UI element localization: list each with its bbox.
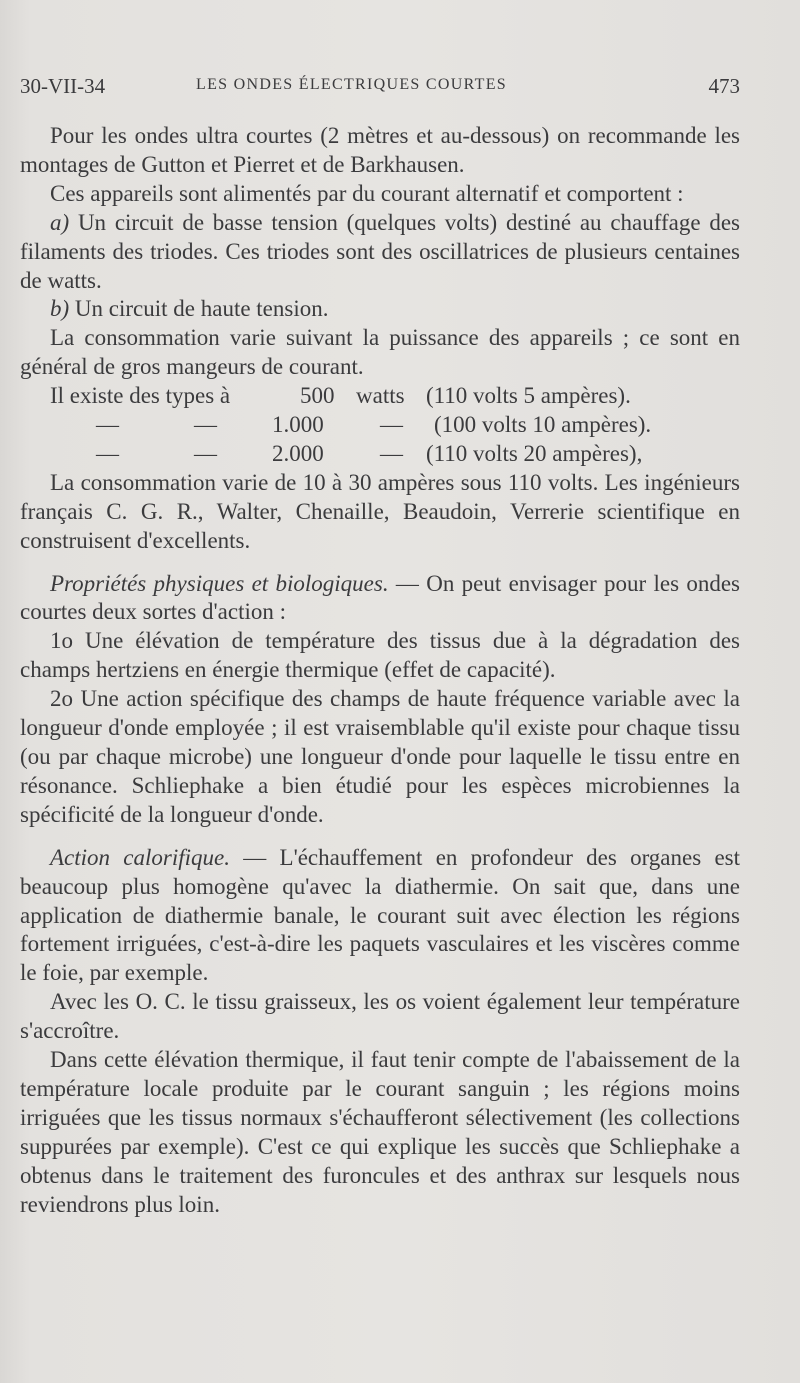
page-number: 473 bbox=[708, 74, 740, 98]
paragraph: 1o Une élévation de température des tissus due à la dégradation des champs hertziens en énergie thermique (effet de capacité). bbox=[20, 628, 740, 683]
paragraph bbox=[20, 295, 740, 324]
types-table bbox=[20, 382, 740, 469]
paragraph: Avec les O. C. le tissu graisseux, les os voient également leur température s'accroître. bbox=[20, 989, 740, 1044]
ditto-mark: — bbox=[96, 412, 119, 438]
paragraph bbox=[20, 570, 740, 628]
types-unit: watts bbox=[356, 383, 405, 409]
paragraph: Pour les ondes ultra courtes (2 mètres et au-dessous) on recommande les montages de Gutton et Pierret et de Barkhausen. bbox=[20, 123, 740, 177]
list-text: Un circuit de haute tension. bbox=[69, 296, 329, 322]
list-label: a) bbox=[50, 209, 70, 235]
paragraph: La consommation varie de 10 à 30 ampères sous 110 volts. Les ingénieurs français C. G. R., Walter, Chenaille, Beaudoin, Verrerie scientifique en construisent d'excellents. bbox=[20, 469, 740, 553]
types-spec: (100 volts 10 ampères). bbox=[434, 412, 652, 438]
paragraph-text: — On peut envisager pour les ondes courtes deux sortes d'action : bbox=[20, 570, 741, 625]
paragraph: 2o Une action spécifique des champs de haute fréquence variable avec la longueur d'onde employée ; il est vraisemblable qu'il existe pour chaque tissu (ou par chaque microbe) une longueur d'onde pour laquelle le tissu entre en résonance. Schliephake a bien étudié pour les espèces microbiennes la spécificité de la longueur d'onde. bbox=[20, 686, 740, 827]
ditto-mark: — bbox=[380, 412, 403, 438]
types-intro: Il existe des types à bbox=[50, 383, 231, 409]
types-spec: (110 volts 20 ampères), bbox=[426, 440, 643, 466]
paragraph bbox=[20, 209, 740, 296]
ditto-mark: — bbox=[194, 440, 217, 466]
section-title: Action calorifique. bbox=[50, 844, 230, 870]
types-row bbox=[20, 382, 740, 411]
types-row bbox=[20, 411, 740, 440]
types-power: 1.000 bbox=[272, 412, 324, 438]
section-title: Propriétés physiques et biologiques. bbox=[50, 570, 389, 596]
page-header bbox=[20, 74, 740, 104]
paragraph: Ces appareils sont alimentés par du courant alternatif et comportent : bbox=[50, 180, 684, 206]
list-text: Un circuit de basse tension (quelques volts) destiné au chauffage des filaments des triodes. Ces triodes sont des oscillatrices de plusieurs centaines de watts. bbox=[20, 209, 740, 293]
types-spec: (110 volts 5 ampères). bbox=[426, 383, 631, 409]
ditto-mark: — bbox=[380, 440, 403, 466]
header-date: 30-VII-34 bbox=[20, 74, 106, 98]
running-title: LES ONDES ÉLECTRIQUES COURTES bbox=[196, 76, 507, 93]
types-power: 2.000 bbox=[272, 440, 324, 466]
page-body bbox=[20, 122, 740, 1219]
ditto-mark: — bbox=[194, 412, 217, 438]
paragraph-text: — L'échauffement en profondeur des organes est beaucoup plus homogène qu'avec la diathermie. On sait que, dans une application de diathermie banale, le courant suit avec élection les régions fortement irriguées, c'est-à-dire les paquets vasculaires et les viscères comme le foie, par exemple. bbox=[20, 844, 740, 986]
types-row bbox=[20, 440, 740, 469]
list-label: b) bbox=[50, 296, 70, 322]
ditto-mark: — bbox=[96, 440, 119, 466]
paragraph: La consommation varie suivant la puissance des appareils ; ce sont en général de gros mangeurs de courant. bbox=[20, 325, 740, 380]
types-power: 500 bbox=[300, 383, 335, 409]
paragraph: Dans cette élévation thermique, il faut tenir compte de l'abaissement de la température locale produite par le courant sanguin ; les régions moins irriguées que les tissus normaux s'échaufferont sélectivement (les collections suppurées par exemple). C'est ce qui explique les succès que Schliephake a obtenus dans le traitement des furoncules et des anthrax sur lesquels nous reviendrons plus loin. bbox=[20, 1047, 740, 1217]
paragraph bbox=[20, 844, 740, 989]
